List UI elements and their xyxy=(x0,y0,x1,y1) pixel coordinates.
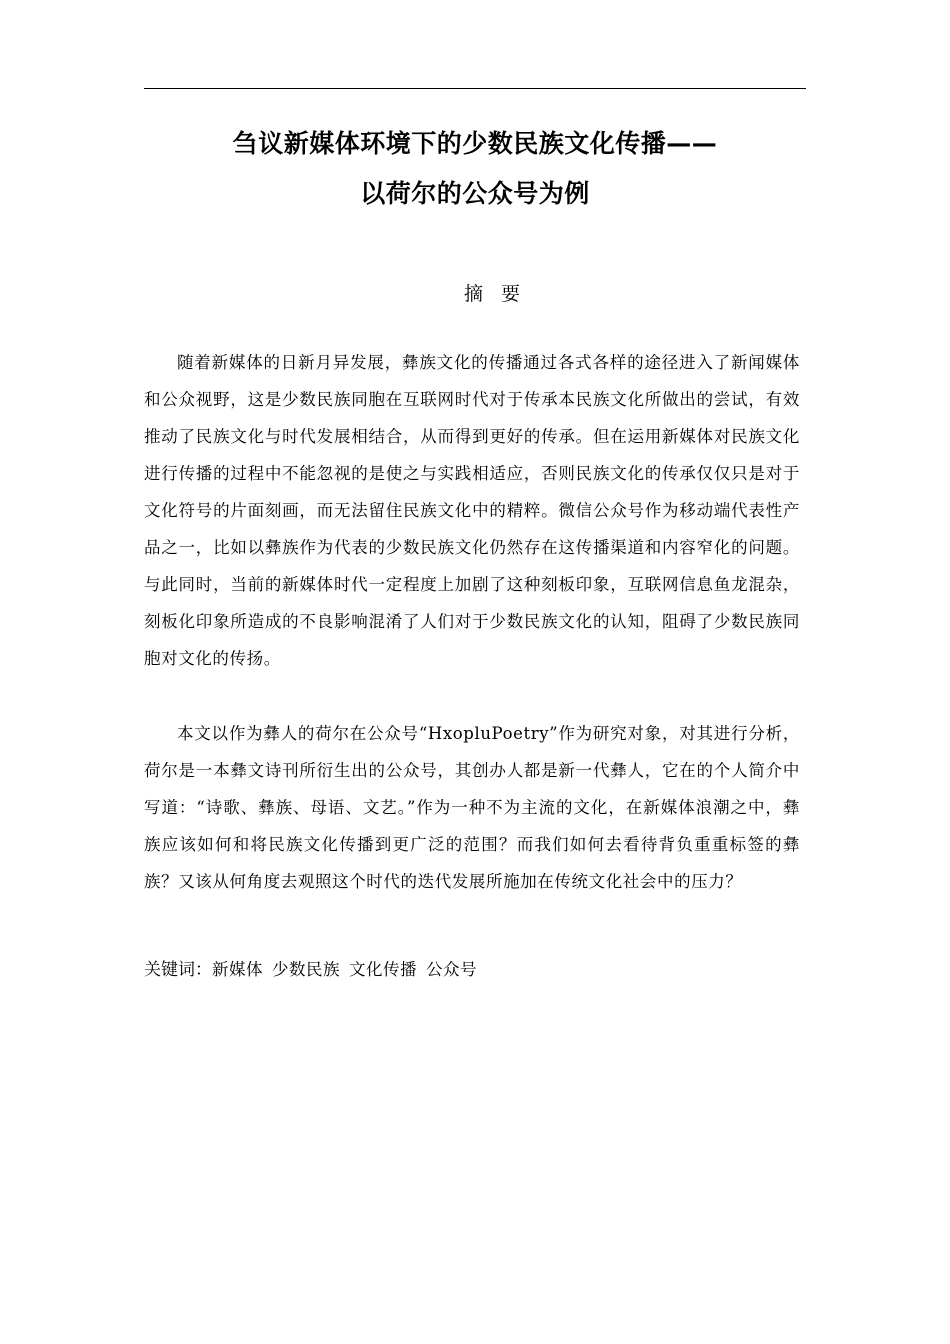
keywords-line xyxy=(144,957,800,983)
abstract-heading: 摘 要 xyxy=(463,283,527,305)
keywords-label: 关键词： xyxy=(144,960,212,980)
keyword-item: 文化传播 xyxy=(349,960,417,979)
paper-title-line-1: 刍议新媒体环境下的少数民族文化传播—— xyxy=(232,129,718,158)
abstract-paragraph-1: 随着新媒体的日新月异发展，彝族文化的传播通过各式各样的途径进入了新闻媒体和公众视野，这是少数民族同胞在互联网时代对于传承本民族文化所做出的尝试，有效推动了民族文化与时代发展相结合，从而得到更好的传承。但在运用新媒体对民族文化进行传播的过程中不能忽视的是使之与实践相适应，否则民族文化的传承仅仅只是对于文化符号的片面刻画，而无法留住民族文化中的精粹。微信公众号作为移动端代表性产品之一，比如以彝族作为代表的少数民族文化仍然存在这传播渠道和内容窄化的问题。与此同时，当前的新媒体时代一定程度上加剧了这种刻板印象，互联网信息鱼龙混杂，刻板化印象所造成的不良影响混淆了人们对于少数民族文化的认知，阻碍了少数民族同胞对文化的传扬。 xyxy=(144,353,800,668)
abstract-paragraph-2: 本文以作为彝人的荷尔在公众号“HxopluPoetry”作为研究对象，对其进行分析，荷尔是一本彝文诗刊所衍生出的公众号，其创办人都是新一代彝人，它在的个人简介中写道：“诗歌、彝族、母语、文艺。”作为一种不为主流的文化，在新媒体浪潮之中，彝族应该如何和将民族文化传播到更广泛的范围？而我们如何去看待背负重重标签的彝族？又该从何角度去观照这个时代的迭代发展所施加在传统文化社会中的压力？ xyxy=(144,724,800,891)
keyword-item: 新媒体 xyxy=(212,960,263,979)
keyword-item: 公众号 xyxy=(426,960,477,979)
keyword-item: 少数民族 xyxy=(272,960,340,979)
paper-title-line-2: 以荷尔的公众号为例 xyxy=(360,179,590,208)
header-rule xyxy=(144,88,806,89)
